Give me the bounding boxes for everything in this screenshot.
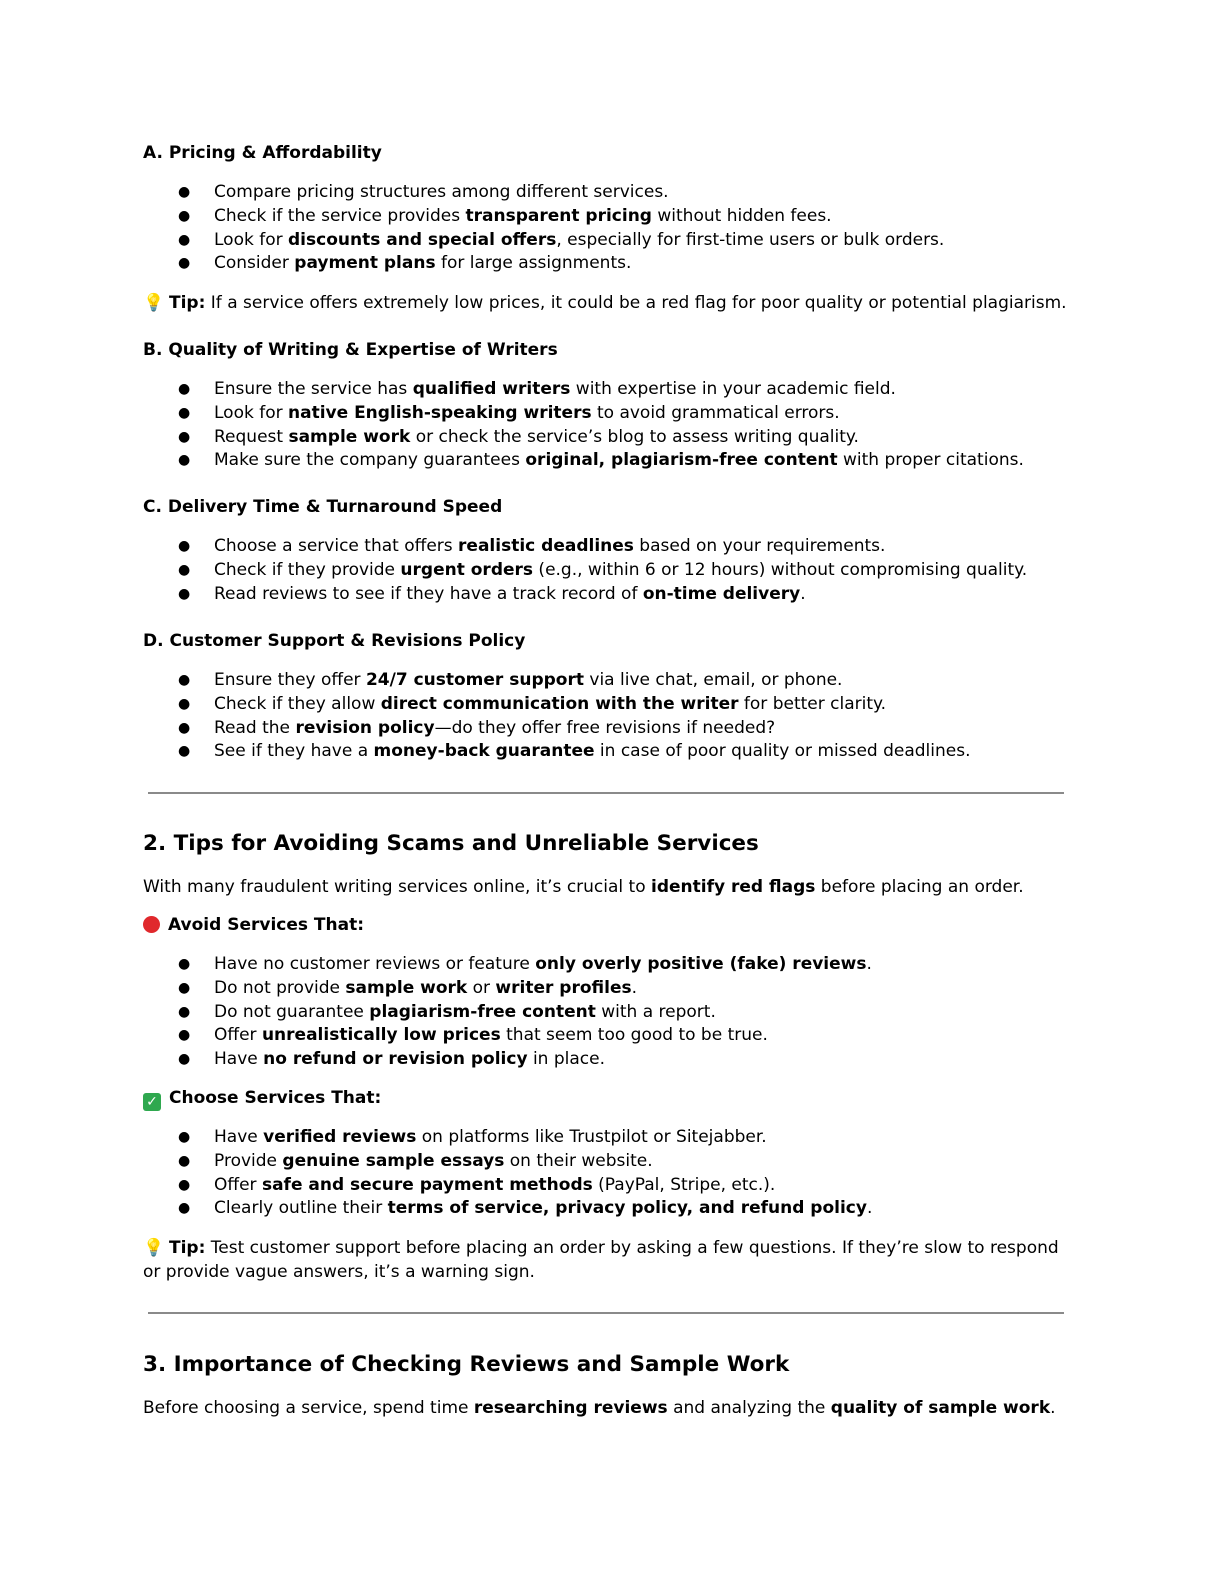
bullet-icon: ● — [178, 979, 191, 996]
heading-delivery: C. Delivery Time & Turnaround Speed — [143, 497, 503, 517]
heading-tips-scams: 2. Tips for Avoiding Scams and Unreliable Services — [143, 831, 759, 856]
red-circle-icon — [143, 916, 160, 933]
list-support — [175, 669, 1104, 764]
bullet-icon: ● — [178, 1152, 191, 1169]
bullet-icon: ● — [178, 381, 191, 397]
avoid-heading: Avoid Services That: — [143, 915, 1074, 935]
list-item: ● Make sure the company guarantees original, plagiarism-free content with proper citations. — [175, 449, 1104, 473]
divider-2 — [148, 1312, 1064, 1314]
list-item: ● Do not provide sample work or writer profiles. — [175, 977, 1104, 1001]
list-item: ● See if they have a money-back guarantee in case of poor quality or missed deadlines. — [175, 740, 1104, 764]
list-item: ● Offer unrealistically low prices that seem too good to be true. — [175, 1024, 1104, 1048]
heading-support: D. Customer Support & Revisions Policy — [143, 631, 526, 651]
check-mark-icon: ✓ — [143, 1093, 161, 1111]
bullet-icon: ● — [178, 743, 191, 760]
lightbulb-icon: 💡 — [143, 293, 165, 313]
bullet-icon: ● — [178, 1129, 191, 1145]
list-item: ● Look for native English-speaking writers to avoid grammatical errors. — [175, 402, 1104, 426]
bullet-icon: ● — [178, 672, 191, 688]
list-item: ● Have no customer reviews or feature only overly positive (fake) reviews. — [175, 953, 1104, 977]
bullet-icon: ● — [178, 231, 191, 248]
heading-reviews: 3. Importance of Checking Reviews and Sample Work — [143, 1352, 790, 1377]
list-choose — [175, 1126, 1104, 1221]
bullet-icon: ● — [178, 1200, 191, 1217]
bullet-icon: ● — [178, 404, 191, 421]
intro-reviews: Before choosing a service, spend time researching reviews and analyzing the quality of sample work. — [143, 1398, 1056, 1418]
choose-heading: ✓ Choose Services That: — [143, 1088, 1074, 1111]
list-item: ● Check if they allow direct communication with the writer for better clarity. — [175, 693, 1104, 717]
list-item: ● Compare pricing structures among different services. — [175, 181, 1104, 205]
list-item: ● Do not guarantee plagiarism-free content with a report. — [175, 1001, 1104, 1025]
tip-scams: 💡 Tip: Test customer support before placing an order by asking a few questions. If they’re slow to respond or provide vague answers, it’s a warning sign. — [143, 1238, 1059, 1282]
heading-pricing: A. Pricing & Affordability — [143, 143, 382, 163]
list-delivery — [175, 535, 1104, 606]
bullet-icon: ● — [178, 695, 191, 712]
list-item: ● Request sample work or check the service’s blog to assess writing quality. — [175, 426, 1104, 450]
list-item: ● Have verified reviews on platforms like Trustpilot or Sitejabber. — [175, 1126, 1104, 1150]
bullet-icon: ● — [178, 1027, 191, 1044]
intro-scams: With many fraudulent writing services online, it’s crucial to identify red flags before placing an order. — [143, 877, 1024, 897]
bullet-icon: ● — [178, 1176, 191, 1193]
bullet-icon: ● — [178, 561, 191, 578]
bullet-icon: ● — [178, 538, 191, 554]
bullet-icon: ● — [178, 1051, 191, 1068]
bullet-icon: ● — [178, 1003, 191, 1020]
list-item: ● Ensure they offer 24/7 customer support via live chat, email, or phone. — [175, 669, 1104, 693]
divider-1 — [148, 792, 1064, 794]
list-item: ● Read the revision policy—do they offer free revisions if needed? — [175, 717, 1104, 741]
bullet-icon: ● — [178, 207, 191, 224]
list-item: ● Check if the service provides transparent pricing without hidden fees. — [175, 205, 1104, 229]
bullet-icon: ● — [178, 956, 191, 972]
list-item: ● Check if they provide urgent orders (e.g., within 6 or 12 hours) without compromising quality. — [175, 559, 1104, 583]
list-item: ● Clearly outline their terms of service, privacy policy, and refund policy. — [175, 1197, 1104, 1221]
list-item: ● Consider payment plans for large assignments. — [175, 252, 1104, 276]
list-item: ● Offer safe and secure payment methods (PayPal, Stripe, etc.). — [175, 1174, 1104, 1198]
list-item: ● Have no refund or revision policy in place. — [175, 1048, 1104, 1072]
bullet-icon: ● — [178, 428, 191, 445]
list-item: ● Ensure the service has qualified writers with expertise in your academic field. — [175, 378, 1104, 402]
lightbulb-icon: 💡 — [143, 1238, 165, 1258]
list-pricing — [175, 181, 1104, 276]
list-item: ● Look for discounts and special offers, especially for first-time users or bulk orders. — [175, 229, 1104, 253]
bullet-icon: ● — [178, 255, 191, 272]
list-item: ● Provide genuine sample essays on their website. — [175, 1150, 1104, 1174]
tip-pricing: 💡 Tip: If a service offers extremely low prices, it could be a red flag for poor quality or potential plagiarism. — [143, 293, 1067, 313]
bullet-icon: ● — [178, 719, 191, 736]
bullet-icon: ● — [178, 452, 191, 469]
heading-quality: B. Quality of Writing & Expertise of Writers — [143, 340, 558, 360]
list-item: ● Read reviews to see if they have a track record of on-time delivery. — [175, 583, 1104, 607]
bullet-icon: ● — [178, 585, 191, 602]
list-item: ● Choose a service that offers realistic deadlines based on your requirements. — [175, 535, 1104, 559]
list-quality — [175, 378, 1104, 473]
list-avoid — [175, 953, 1104, 1072]
bullet-icon: ● — [178, 184, 191, 200]
